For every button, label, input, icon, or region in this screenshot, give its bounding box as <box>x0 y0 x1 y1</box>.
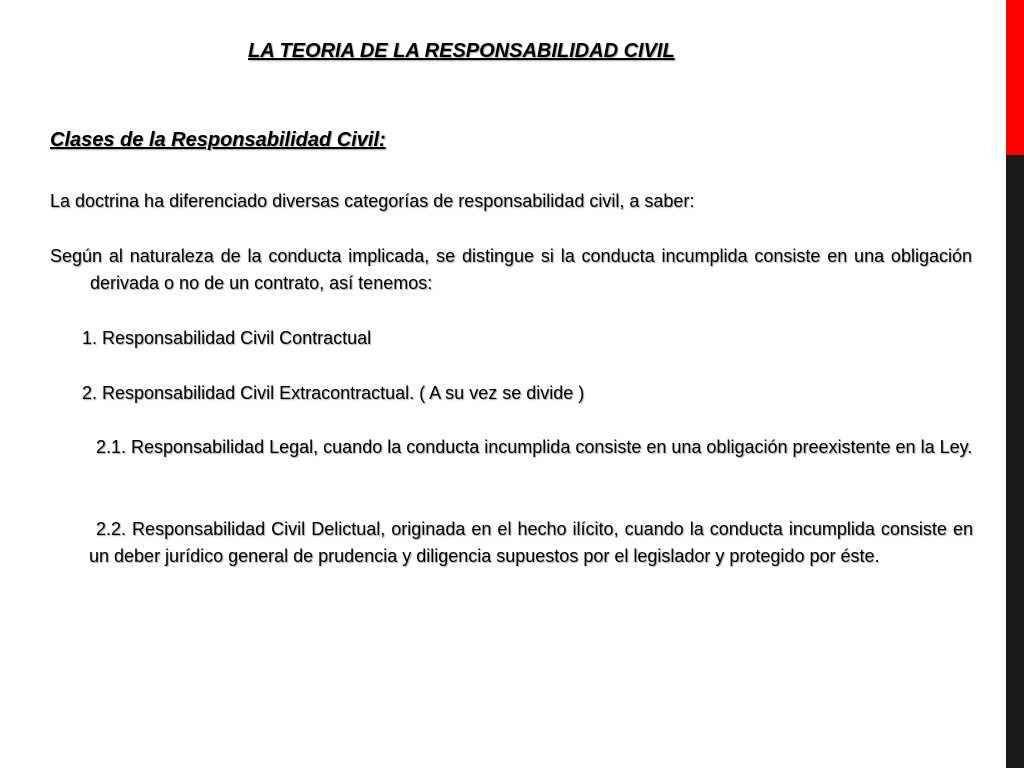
slide-title: LA TEORIA DE LA RESPONSABILIDAD CIVIL <box>248 40 675 62</box>
accent-bar-dark <box>1006 155 1024 768</box>
section-heading: Clases de la Responsabilidad Civil: <box>50 129 386 151</box>
list-item-extracontractual: 2. Responsabilidad Civil Extracontractual. ( A su vez se divide ) <box>82 383 585 403</box>
classification-paragraph: Según al naturaleza de la conducta implicada, se distingue si la conducta incumplida consiste en una obligación derivada o no de un contrato, así tenemos: <box>50 246 972 293</box>
accent-bar-red <box>1006 0 1024 155</box>
list-item-contractual: 1. Responsabilidad Civil Contractual <box>82 328 372 348</box>
intro-paragraph: La doctrina ha diferenciado diversas categorías de responsabilidad civil, a saber: <box>50 191 695 211</box>
sublist-item-delictual: 2.2. Responsabilidad Civil Delictual, originada en el hecho ilícito, cuando la conducta incumplida consiste en un deber jurídico general de prudencia y diligencia supuestos por el legislador y protegido por éste. <box>89 519 973 566</box>
sublist-item-legal: 2.1. Responsabilidad Legal, cuando la conducta incumplida consiste en una obligación preexistente en la Ley. <box>96 437 973 457</box>
